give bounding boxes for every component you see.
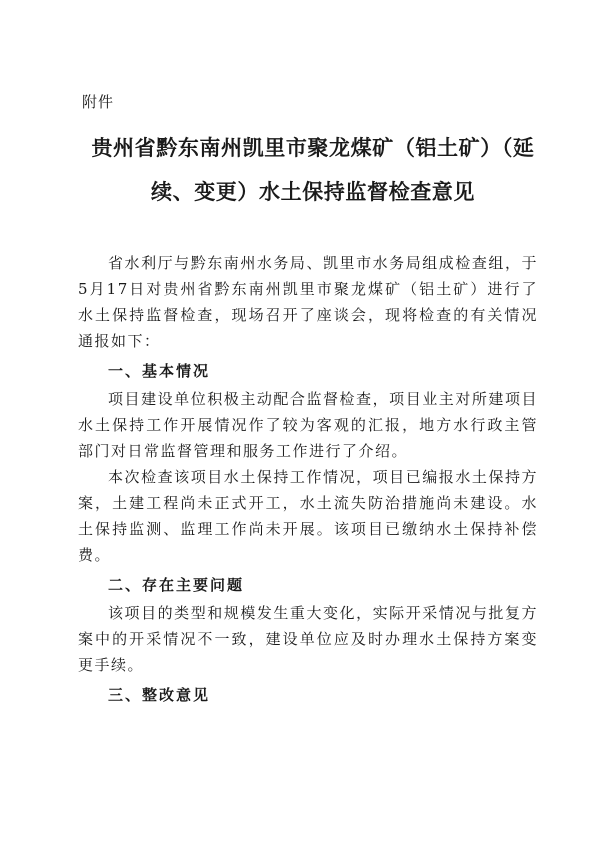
section-paragraph: 项目建设单位积极主动配合监督检查，项目业主对所建项目水土保持工作开展情况作了较为客观的汇报，地方水行政主管部门对日常监督管理和服务工作进行了介绍。 <box>78 390 538 460</box>
section-rectification-opinions <box>78 680 538 710</box>
document-body <box>78 250 538 710</box>
section-paragraph: 本次检查该项目水土保持工作情况，项目已编报水土保持方案，土建工程尚未正式开工，水土流失防治措施尚未建设。水土保持监测、监理工作尚未开展。该项目已缴纳水土保持补偿费。 <box>78 468 538 564</box>
section-main-problems <box>78 570 538 678</box>
intro-paragraph: 省水利厅与黔东南州水务局、凯里市水务局组成检查组，于5月17日对贵州省黔东南州凯里市聚龙煤矿（铝土矿）进行了水土保持监督检查，现场召开了座谈会，现将检查的有关情况通报如下： <box>78 254 538 350</box>
attachment-label: 附件 <box>82 93 115 111</box>
section-paragraph: 该项目的类型和规模发生重大变化，实际开采情况与批复方案中的开采情况不一致，建设单位应及时办理水土保持方案变更手续。 <box>78 604 538 674</box>
section-basic-situation <box>78 356 538 568</box>
document-title: 贵州省黔东南州凯里市聚龙煤矿（铝土矿）（延续、变更）水土保持监督检查意见 <box>91 135 535 204</box>
section-heading: 一、基本情况 <box>108 362 211 380</box>
section-heading: 三、整改意见 <box>108 686 211 704</box>
section-heading: 二、存在主要问题 <box>108 576 245 594</box>
